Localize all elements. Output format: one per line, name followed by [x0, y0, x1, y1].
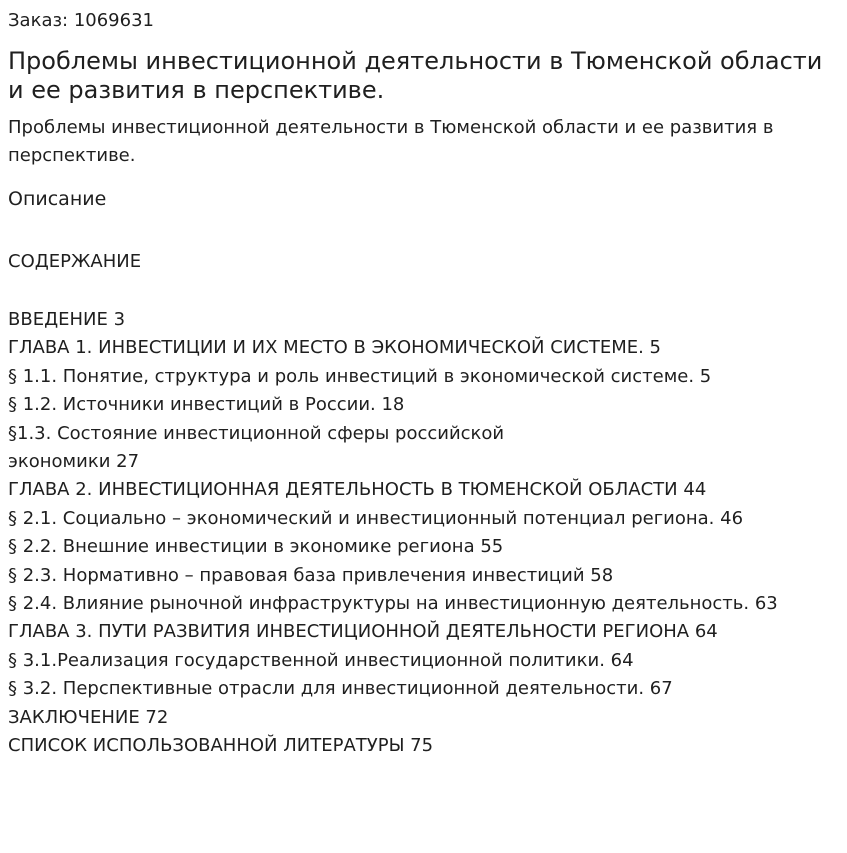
toc-item-bibliography: СПИСОК ИСПОЛЬЗОВАННОЙ ЛИТЕРАТУРЫ 75	[8, 735, 434, 757]
toc-item-section-1-3: §1.3. Состояние инвестиционной сферы российской	[8, 422, 505, 444]
toc-item-section-1-1: § 1.1. Понятие, структура и роль инвестиций в экономической системе. 5	[8, 365, 712, 387]
toc-item-section-2-3: § 2.3. Нормативно – правовая база привлечения инвестиций 58	[8, 564, 614, 586]
toc-item-conclusion: ЗАКЛЮЧЕНИЕ 72	[8, 706, 169, 728]
table-of-contents-heading: СОДЕРЖАНИЕ	[8, 251, 142, 272]
toc-item-chapter-3: ГЛАВА 3. ПУТИ РАЗВИТИЯ ИНВЕСТИЦИОННОЙ ДЕЯТЕЛЬНОСТИ РЕГИОНА 64	[8, 621, 718, 643]
toc-item-section-3-1: § 3.1.Реализация государственной инвестиционной политики. 64	[8, 649, 634, 671]
table-of-contents	[8, 306, 843, 761]
page-subtitle: Проблемы инвестиционной деятельности в Тюменской области и ее развития в перспективе.	[8, 117, 774, 166]
description-heading: Описание	[8, 188, 107, 210]
page-title: Проблемы инвестиционной деятельности в Тюменской области и ее развития в перспективе.	[8, 47, 823, 104]
toc-item-section-2-2: § 2.2. Внешние инвестиции в экономике региона 55	[8, 536, 504, 558]
toc-item-section-2-4: § 2.4. Влияние рыночной инфраструктуры на инвестиционную деятельность. 63	[8, 593, 778, 615]
toc-item-section-3-2: § 3.2. Перспективные отрасли для инвестиционной деятельности. 67	[8, 678, 673, 700]
toc-item-section-2-1: § 2.1. Социально – экономический и инвестиционный потенциал региона. 46	[8, 507, 744, 529]
toc-item-chapter-2: ГЛАВА 2. ИНВЕСТИЦИОННАЯ ДЕЯТЕЛЬНОСТЬ В ТЮМЕНСКОЙ ОБЛАСТИ 44	[8, 479, 707, 501]
order-number: Заказ: 1069631	[8, 10, 154, 31]
toc-item-introduction: ВВЕДЕНИЕ 3	[8, 309, 126, 330]
toc-item-chapter-1: ГЛАВА 1. ИНВЕСТИЦИИ И ИХ МЕСТО В ЭКОНОМИЧЕСКОЙ СИСТЕМЕ. 5	[8, 337, 662, 359]
toc-item-section-1-3-continued: экономики 27	[8, 451, 140, 473]
toc-item-section-1-2: § 1.2. Источники инвестиций в России. 18	[8, 394, 405, 416]
